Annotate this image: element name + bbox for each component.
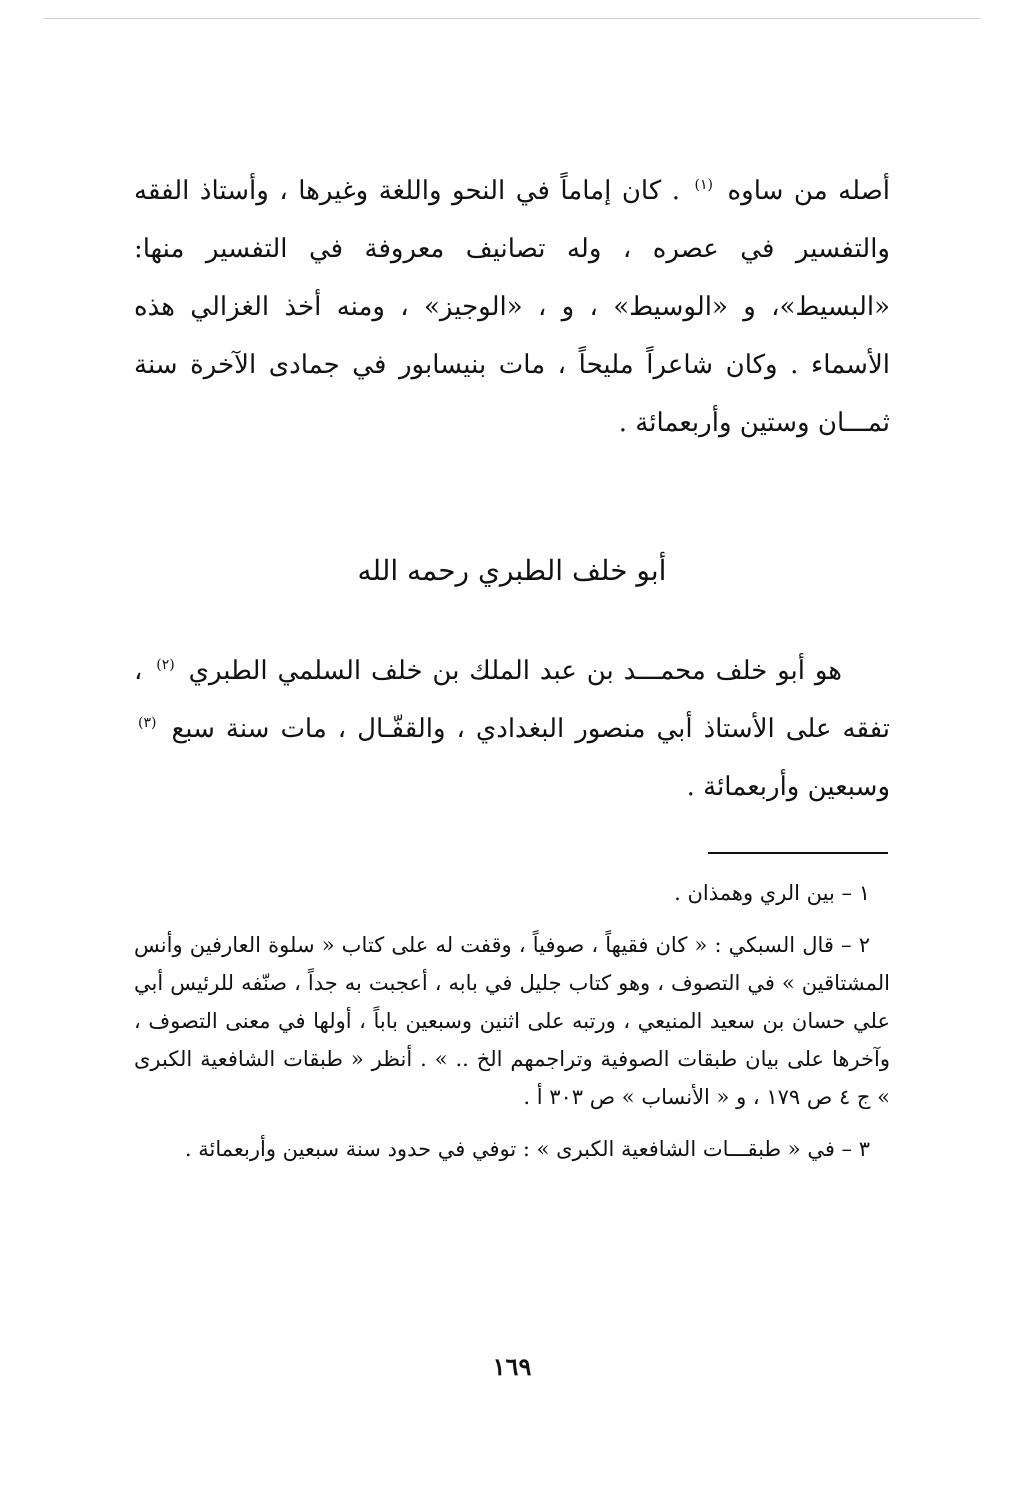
footnote-ref-3: (٣): [138, 715, 157, 732]
footnote-3: ٣ – في « طبقـــات الشافعية الكبرى » : توفي في حدود سنة سبعين وأربعمائة .: [184, 1137, 870, 1161]
biography-abu-khalaf: [134, 642, 890, 816]
footnote-1: ١ – بين الري وهمذان .: [674, 881, 870, 905]
biography-previous-text-rest: . كان إماماً في النحو واللغة وغيرها ، وأستاذ الفقه والتفسير في عصره ، وله تصانيف معروفة في التفسير منها: «البسيط»، و «الوسيط» ، و ، «الوجيز» ، ومنه أخذ الغزالي هذه الأسماء . وكان شاعراً مليحاً ، مات بنيسابور في جمادى الآخرة سنة ثمـــان وستين وأربعمائة .: [134, 176, 890, 438]
footnote-2: ٢ – قال السبكي : « كان فقيهاً ، صوفياً ، وقفت له على كتاب « سلوة العارفين وأنس المشتاقين » في التصوف ، وهو كتاب جليل في بابه ، أعجبت به جداً ، صنّفه للرئيس أبي علي حسان بن سعيد المنيعي ، ورتبه على اثنين وسبعين باباً ، أولها في معنى التصوف ، وآخرها على بيان طبقات الصوفية وتراجمهم الخ .. » . أنظر « طبقات الشافعية الكبرى » ج ٤ ص ١٧٩ ، و « الأنساب » ص ٣٠٣ أ .: [134, 933, 890, 1109]
footnotes: [134, 874, 890, 1182]
footnote-ref-2: (٢): [156, 657, 175, 674]
biography-abu-khalaf-text-2: ، تفقه على الأستاذ أبي منصور البغدادي ، والقفّـال ، مات سنة سبع: [134, 656, 890, 744]
footnote-ref-1: (١): [694, 177, 713, 194]
page-number: ١٦٩: [492, 1352, 532, 1381]
biography-abu-khalaf-paragraph: [134, 642, 890, 816]
biography-abu-khalaf-text-1: هو أبو خلف محمـــد بن عبد الملك بن خلف السلمي الطبري: [188, 656, 842, 686]
biography-previous: [134, 162, 890, 452]
footnote-separator: [708, 852, 888, 854]
biography-abu-khalaf-text-3: وسبعين وأربعمائة .: [686, 772, 890, 802]
top-rule: [44, 18, 980, 19]
biography-previous-text-start: أصله من ساوه: [727, 176, 891, 206]
section-title: أبو خلف الطبري رحمه الله: [357, 554, 667, 587]
